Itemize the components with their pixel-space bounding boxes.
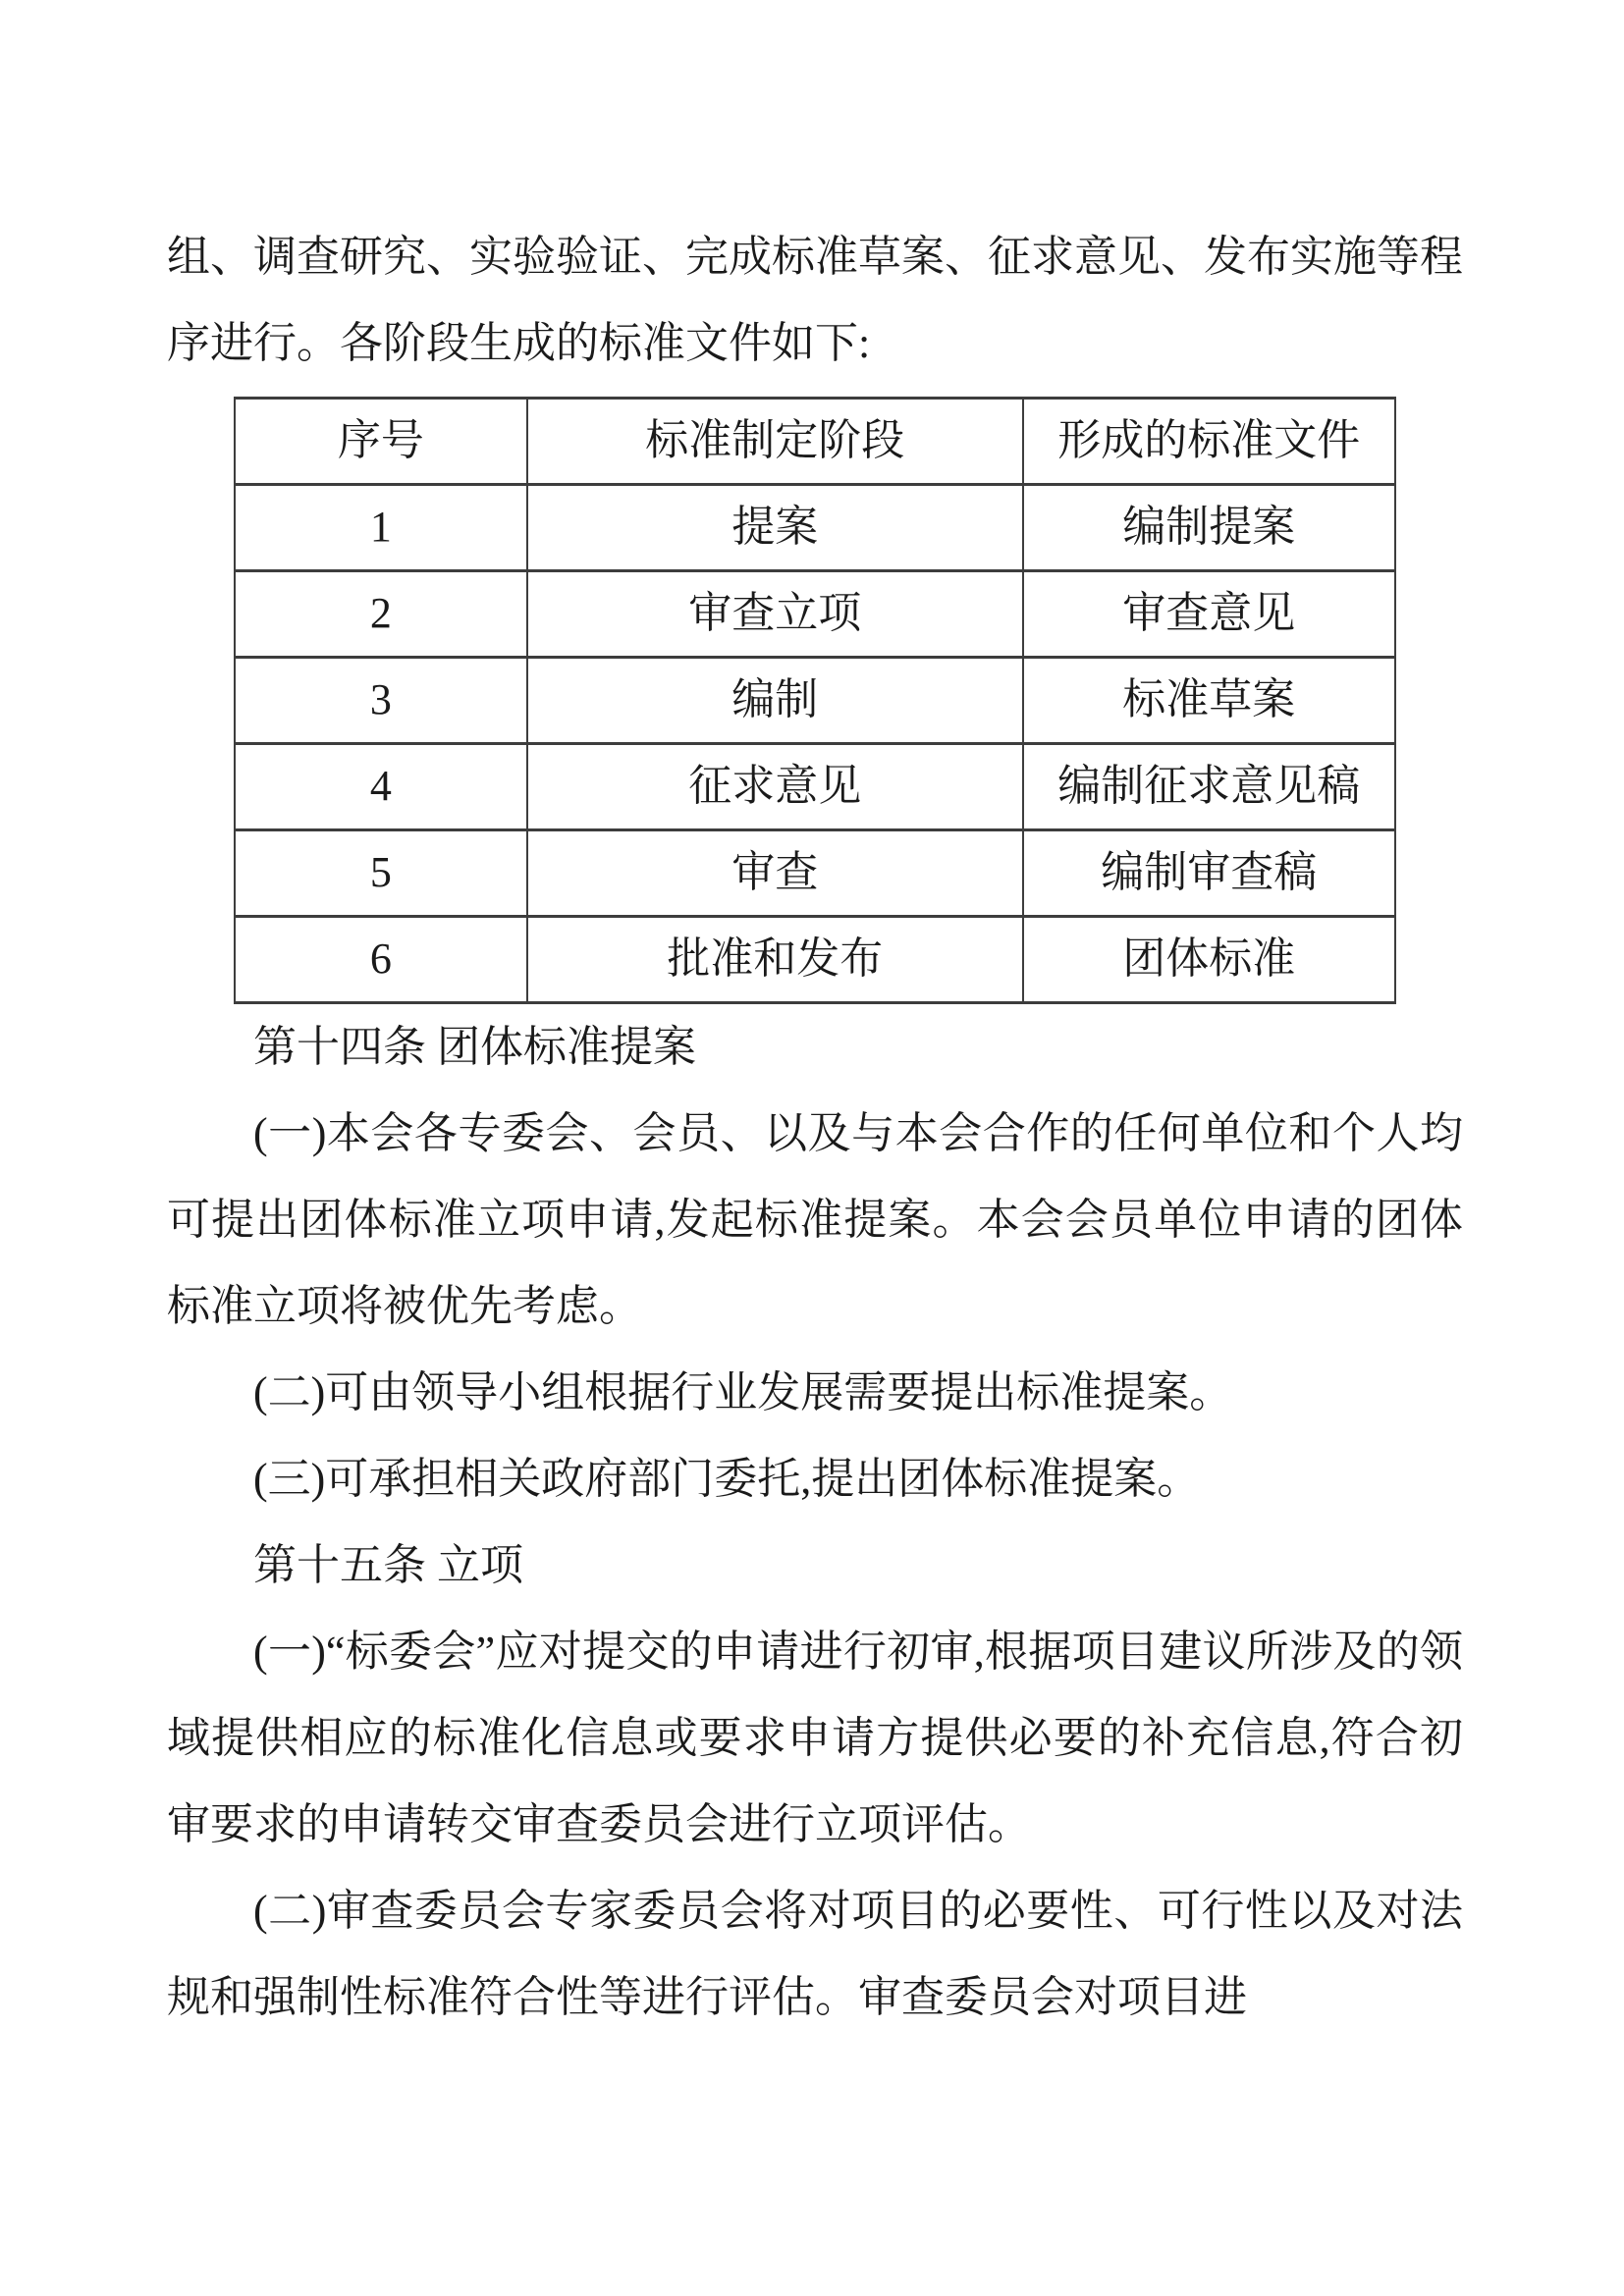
table-cell: 编制提案: [1023, 485, 1395, 571]
article-heading: 第十五条 立项: [253, 1541, 523, 1589]
intro-paragraph: 组、调查研究、实验验证、完成标准草案、征求意见、发布实施等程序进行。各阶段生成的标准文件如下:: [167, 233, 1463, 367]
table-cell: 标准草案: [1023, 658, 1395, 744]
article-heading: 第十四条 团体标准提案: [253, 1023, 696, 1071]
table-row: [235, 485, 1395, 571]
table-row: [235, 571, 1395, 658]
table-cell: 5: [235, 830, 527, 917]
table-cell: 6: [235, 917, 527, 1003]
table-header-row: [235, 399, 1395, 485]
body-paragraph: (一)本会各专委会、会员、以及与本会合作的任何单位和个人均可提出团体标准立项申请,发起标准提案。本会会员单位申请的团体标准立项将被优先考虑。: [167, 1109, 1463, 1330]
table-row: [235, 658, 1395, 744]
body-paragraph: (二)可由领导小组根据行业发展需要提出标准提案。: [253, 1368, 1233, 1416]
table-cell: 审查意见: [1023, 571, 1395, 658]
table-cell: 团体标准: [1023, 917, 1395, 1003]
body-paragraph: (三)可承担相关政府部门委托,提出团体标准提案。: [253, 1455, 1201, 1503]
table-cell: 2: [235, 571, 527, 658]
document-content: [167, 214, 1463, 2041]
body-paragraph: (二)审查委员会专家委员会将对项目的必要性、可行性以及对法规和强制性标准符合性等进行评估。审查委员会对项目进: [167, 1887, 1463, 2021]
table-cell: 3: [235, 658, 527, 744]
table-cell: 编制审查稿: [1023, 830, 1395, 917]
body-paragraph: (一)“标委会”应对提交的申请进行初审,根据项目建议所涉及的领域提供相应的标准化信息或要求申请方提供必要的补充信息,符合初审要求的申请转交审查委员会进行立项评估。: [167, 1628, 1463, 1848]
table-cell: 1: [235, 485, 527, 571]
table-cell: 征求意见: [527, 744, 1023, 830]
table-header-cell: 形成的标准文件: [1023, 399, 1395, 485]
table-row: [235, 744, 1395, 830]
table-cell: 审查: [527, 830, 1023, 917]
table-cell: 编制征求意见稿: [1023, 744, 1395, 830]
table-cell: 提案: [527, 485, 1023, 571]
standards-stage-table: [234, 397, 1396, 1004]
table-cell: 审查立项: [527, 571, 1023, 658]
table-cell: 编制: [527, 658, 1023, 744]
table-header-cell: 标准制定阶段: [527, 399, 1023, 485]
table-cell: 批准和发布: [527, 917, 1023, 1003]
table-row: [235, 917, 1395, 1003]
table-cell: 4: [235, 744, 527, 830]
table-row: [235, 830, 1395, 917]
table-header-cell: 序号: [235, 399, 527, 485]
